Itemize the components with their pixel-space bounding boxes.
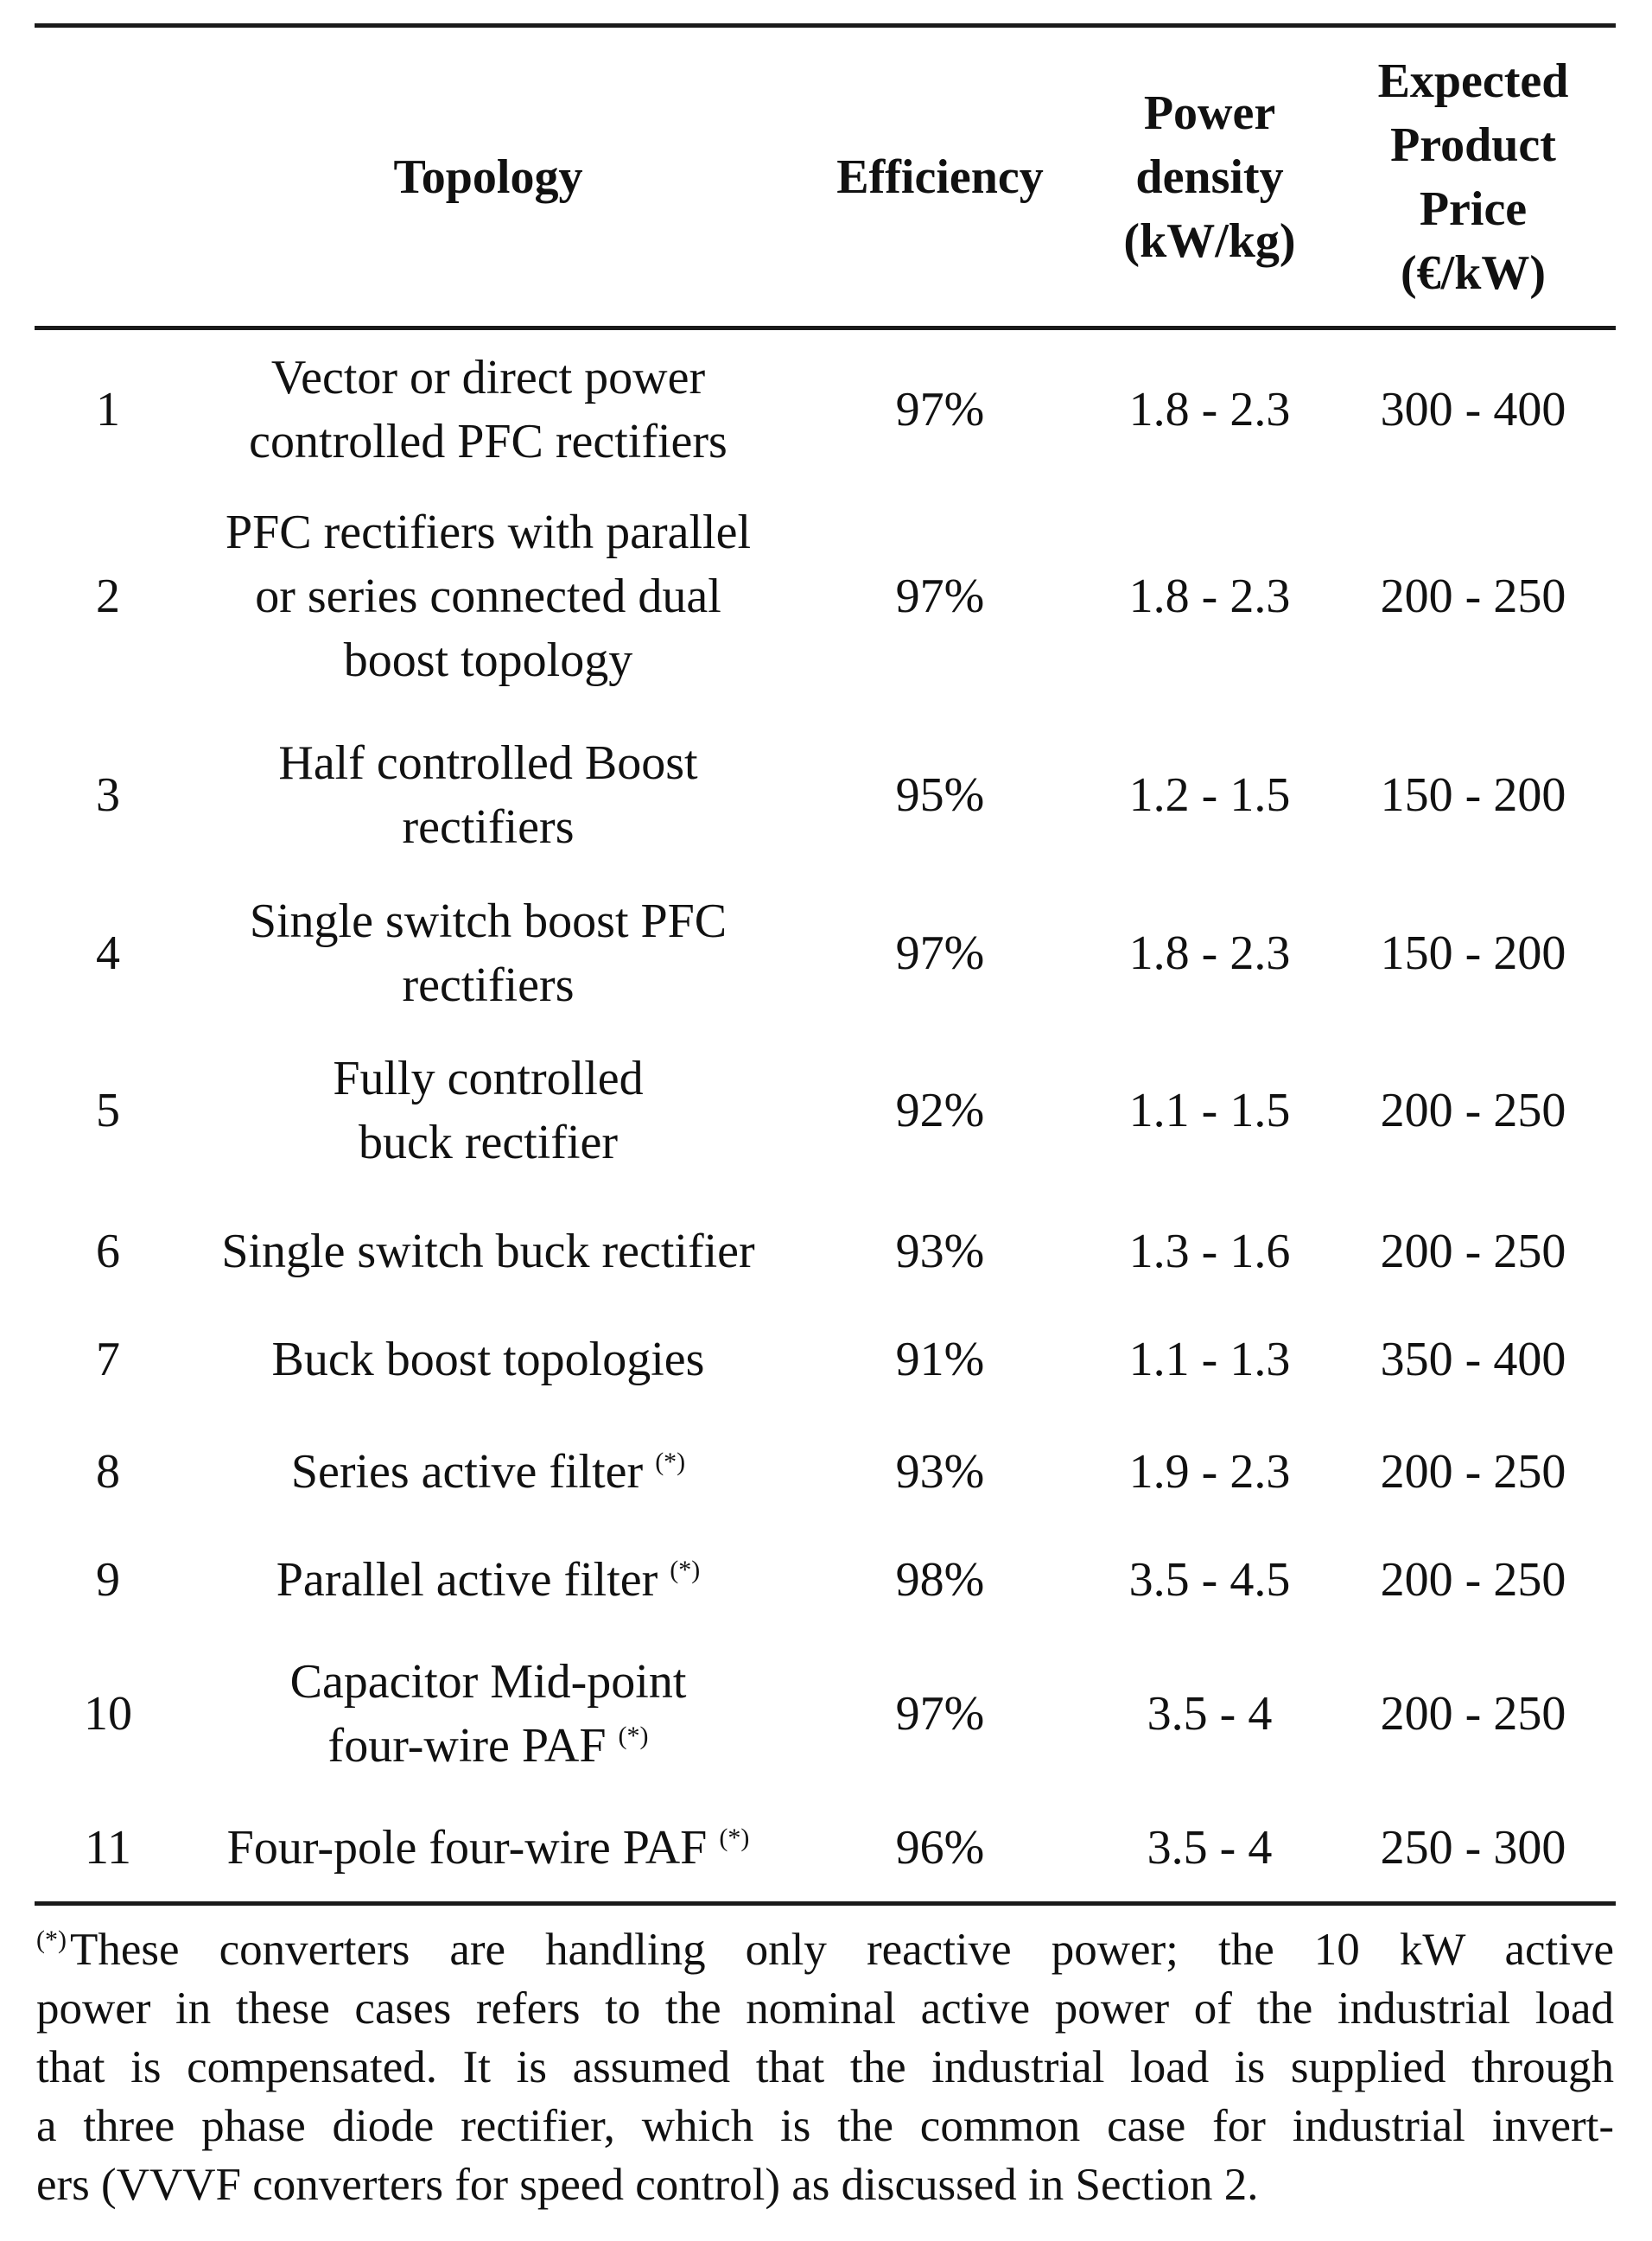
header-line: Price	[1419, 181, 1528, 236]
value: 1.3 - 1.6	[1128, 1224, 1291, 1278]
value: 300 - 400	[1380, 382, 1566, 436]
topology-line: Buck boost topologies	[271, 1332, 705, 1386]
cell-topology	[160, 1417, 816, 1525]
topology-line-with-note	[328, 1714, 649, 1778]
value: 5	[96, 1084, 120, 1137]
cell-price	[1335, 330, 1611, 488]
cell-power-density	[1071, 704, 1348, 886]
cell-power-density	[1071, 1793, 1348, 1901]
value: 2	[96, 570, 120, 623]
value: 1.8 - 2.3	[1128, 382, 1291, 436]
value: 3.5 - 4	[1147, 1820, 1273, 1875]
value: 6	[96, 1224, 120, 1278]
table-bottom-rule	[35, 1901, 1616, 1906]
value: 1	[96, 382, 120, 436]
cell-no	[56, 1201, 160, 1301]
header-line: density	[1135, 150, 1284, 204]
topology-line: buck rectifier	[358, 1116, 619, 1169]
topology-line: rectifiers	[402, 958, 575, 1012]
value: 91%	[895, 1332, 985, 1386]
cell-efficiency	[810, 488, 1070, 704]
cell-power-density	[1071, 1633, 1348, 1793]
topology-line: Fully controlled	[333, 1052, 644, 1105]
cell-topology	[160, 1020, 816, 1201]
header-price	[1335, 28, 1611, 326]
cell-topology	[160, 1633, 816, 1793]
table-footnote	[36, 1920, 1614, 2214]
value: 150 - 200	[1380, 926, 1566, 980]
cell-power-density	[1071, 1525, 1348, 1633]
footnote-line: power in these cases refers to the nominal active power of the industrial load	[36, 1983, 1614, 2034]
footnote-line: a three phase diode rectifier, which is the common case for industrial invert-	[36, 2101, 1614, 2151]
value: 3	[96, 768, 120, 822]
cell-power-density	[1071, 488, 1348, 704]
topology-line: Single switch buck rectifier	[221, 1224, 755, 1278]
header-line: Topology	[393, 150, 583, 204]
cell-topology	[160, 704, 816, 886]
cell-price	[1335, 488, 1611, 704]
cell-topology	[160, 886, 816, 1020]
value: 350 - 400	[1380, 1332, 1566, 1386]
cell-no	[56, 1020, 160, 1201]
cell-topology	[160, 1201, 816, 1301]
cell-efficiency	[810, 1201, 1070, 1301]
cell-no	[56, 1525, 160, 1633]
header-efficiency	[810, 28, 1070, 326]
cell-power-density	[1071, 886, 1348, 1020]
value: 200 - 250	[1380, 1084, 1566, 1137]
footnote-ref-marker: (*)	[719, 1823, 750, 1852]
value: 7	[96, 1332, 120, 1386]
value: 97%	[895, 382, 985, 436]
value: 11	[85, 1820, 131, 1875]
cell-efficiency	[810, 1020, 1070, 1201]
value: 10	[84, 1686, 132, 1741]
value: 200 - 250	[1380, 1224, 1566, 1278]
header-topology	[160, 28, 816, 326]
value: 97%	[895, 926, 985, 980]
cell-topology	[160, 488, 816, 704]
cell-price	[1335, 1301, 1611, 1417]
topology-line: four-wire PAF	[327, 1718, 607, 1773]
footnote-line: that is compensated. It is assumed that the industrial load is supplied through	[36, 2042, 1614, 2092]
cell-price	[1335, 1417, 1611, 1525]
cell-no	[56, 886, 160, 1020]
cell-no	[56, 1301, 160, 1417]
header-line: Efficiency	[836, 150, 1044, 204]
footnote-marker: (*)	[36, 1926, 67, 1955]
footnote-line: ers (VVVF converters for speed control) as discussed in Section 2.	[36, 2160, 1259, 2210]
value: 1.9 - 2.3	[1128, 1444, 1291, 1499]
topology-line: Series active filter	[290, 1444, 644, 1499]
header-line: Expected	[1377, 54, 1569, 108]
cell-price	[1335, 704, 1611, 886]
value: 93%	[895, 1444, 985, 1499]
cell-efficiency	[810, 1633, 1070, 1793]
cell-efficiency	[810, 886, 1070, 1020]
topology-line: Four-pole four-wire PAF	[226, 1820, 708, 1875]
cell-price	[1335, 1201, 1611, 1301]
header-no	[56, 28, 160, 326]
value: 98%	[895, 1552, 985, 1607]
cell-efficiency	[810, 704, 1070, 886]
footnote-ref-marker: (*)	[618, 1721, 649, 1750]
value: 200 - 250	[1380, 1686, 1566, 1741]
value: 4	[96, 926, 120, 980]
cell-topology	[160, 1793, 816, 1901]
value: 1.8 - 2.3	[1128, 926, 1291, 980]
cell-price	[1335, 886, 1611, 1020]
topology-line: rectifiers	[402, 800, 575, 854]
cell-efficiency	[810, 1417, 1070, 1525]
cell-no	[56, 704, 160, 886]
cell-efficiency	[810, 1525, 1070, 1633]
value: 250 - 300	[1380, 1820, 1566, 1875]
cell-power-density	[1071, 1201, 1348, 1301]
cell-no	[56, 1417, 160, 1525]
value: 9	[96, 1552, 120, 1607]
cell-efficiency	[810, 330, 1070, 488]
cell-efficiency	[810, 1301, 1070, 1417]
topology-line: Capacitor Mid-point	[289, 1654, 687, 1709]
footnote-ref-marker: (*)	[655, 1447, 686, 1476]
value: 200 - 250	[1380, 570, 1566, 623]
value: 8	[96, 1444, 120, 1499]
cell-topology	[160, 330, 816, 488]
cell-power-density	[1071, 1020, 1348, 1201]
cell-no	[56, 330, 160, 488]
value: 1.1 - 1.5	[1128, 1084, 1291, 1137]
topology-line: Vector or direct power	[270, 350, 706, 404]
cell-price	[1335, 1793, 1611, 1901]
topology-line: controlled PFC rectifiers	[249, 414, 728, 468]
header-line: Product	[1390, 118, 1556, 172]
header-power-density	[1071, 28, 1348, 326]
value: 3.5 - 4.5	[1128, 1552, 1291, 1607]
value: 3.5 - 4	[1147, 1686, 1273, 1741]
header-line: Power	[1143, 86, 1276, 140]
value: 96%	[895, 1820, 985, 1875]
topology-line: PFC rectifiers with parallel	[225, 506, 752, 559]
topology-line: Single switch boost PFC	[249, 894, 728, 948]
topology-line: Parallel active filter	[276, 1552, 658, 1607]
header-line: (€/kW)	[1401, 245, 1546, 300]
footnote-ref-marker: (*)	[670, 1555, 701, 1584]
cell-power-density	[1071, 1417, 1348, 1525]
cell-no	[56, 1793, 160, 1901]
value: 93%	[895, 1224, 985, 1278]
value: 92%	[895, 1084, 985, 1137]
value: 200 - 250	[1380, 1444, 1566, 1499]
topology-line-with-note	[276, 1548, 701, 1612]
cell-price	[1335, 1633, 1611, 1793]
header-line: (kW/kg)	[1123, 213, 1296, 268]
value: 97%	[895, 570, 985, 623]
cell-topology	[160, 1301, 816, 1417]
topology-line-with-note	[291, 1440, 685, 1504]
cell-no	[56, 1633, 160, 1793]
value: 1.1 - 1.3	[1128, 1332, 1291, 1386]
cell-efficiency	[810, 1793, 1070, 1901]
topology-line-with-note	[227, 1816, 750, 1880]
cell-price	[1335, 1525, 1611, 1633]
value: 150 - 200	[1380, 768, 1566, 822]
footnote-line: (*)These converters are handling only reactive power; the 10 kW active	[36, 1925, 1614, 1975]
cell-power-density	[1071, 330, 1348, 488]
value: 97%	[895, 1686, 985, 1741]
value: 1.2 - 1.5	[1128, 768, 1291, 822]
cell-no	[56, 488, 160, 704]
value: 95%	[895, 768, 985, 822]
cell-power-density	[1071, 1301, 1348, 1417]
topology-line: boost topology	[343, 633, 633, 687]
topology-line: Half controlled Boost	[278, 736, 698, 790]
value: 1.8 - 2.3	[1128, 570, 1291, 623]
value: 200 - 250	[1380, 1552, 1566, 1607]
topology-line: or series connected dual	[255, 570, 721, 623]
cell-price	[1335, 1020, 1611, 1201]
cell-topology	[160, 1525, 816, 1633]
